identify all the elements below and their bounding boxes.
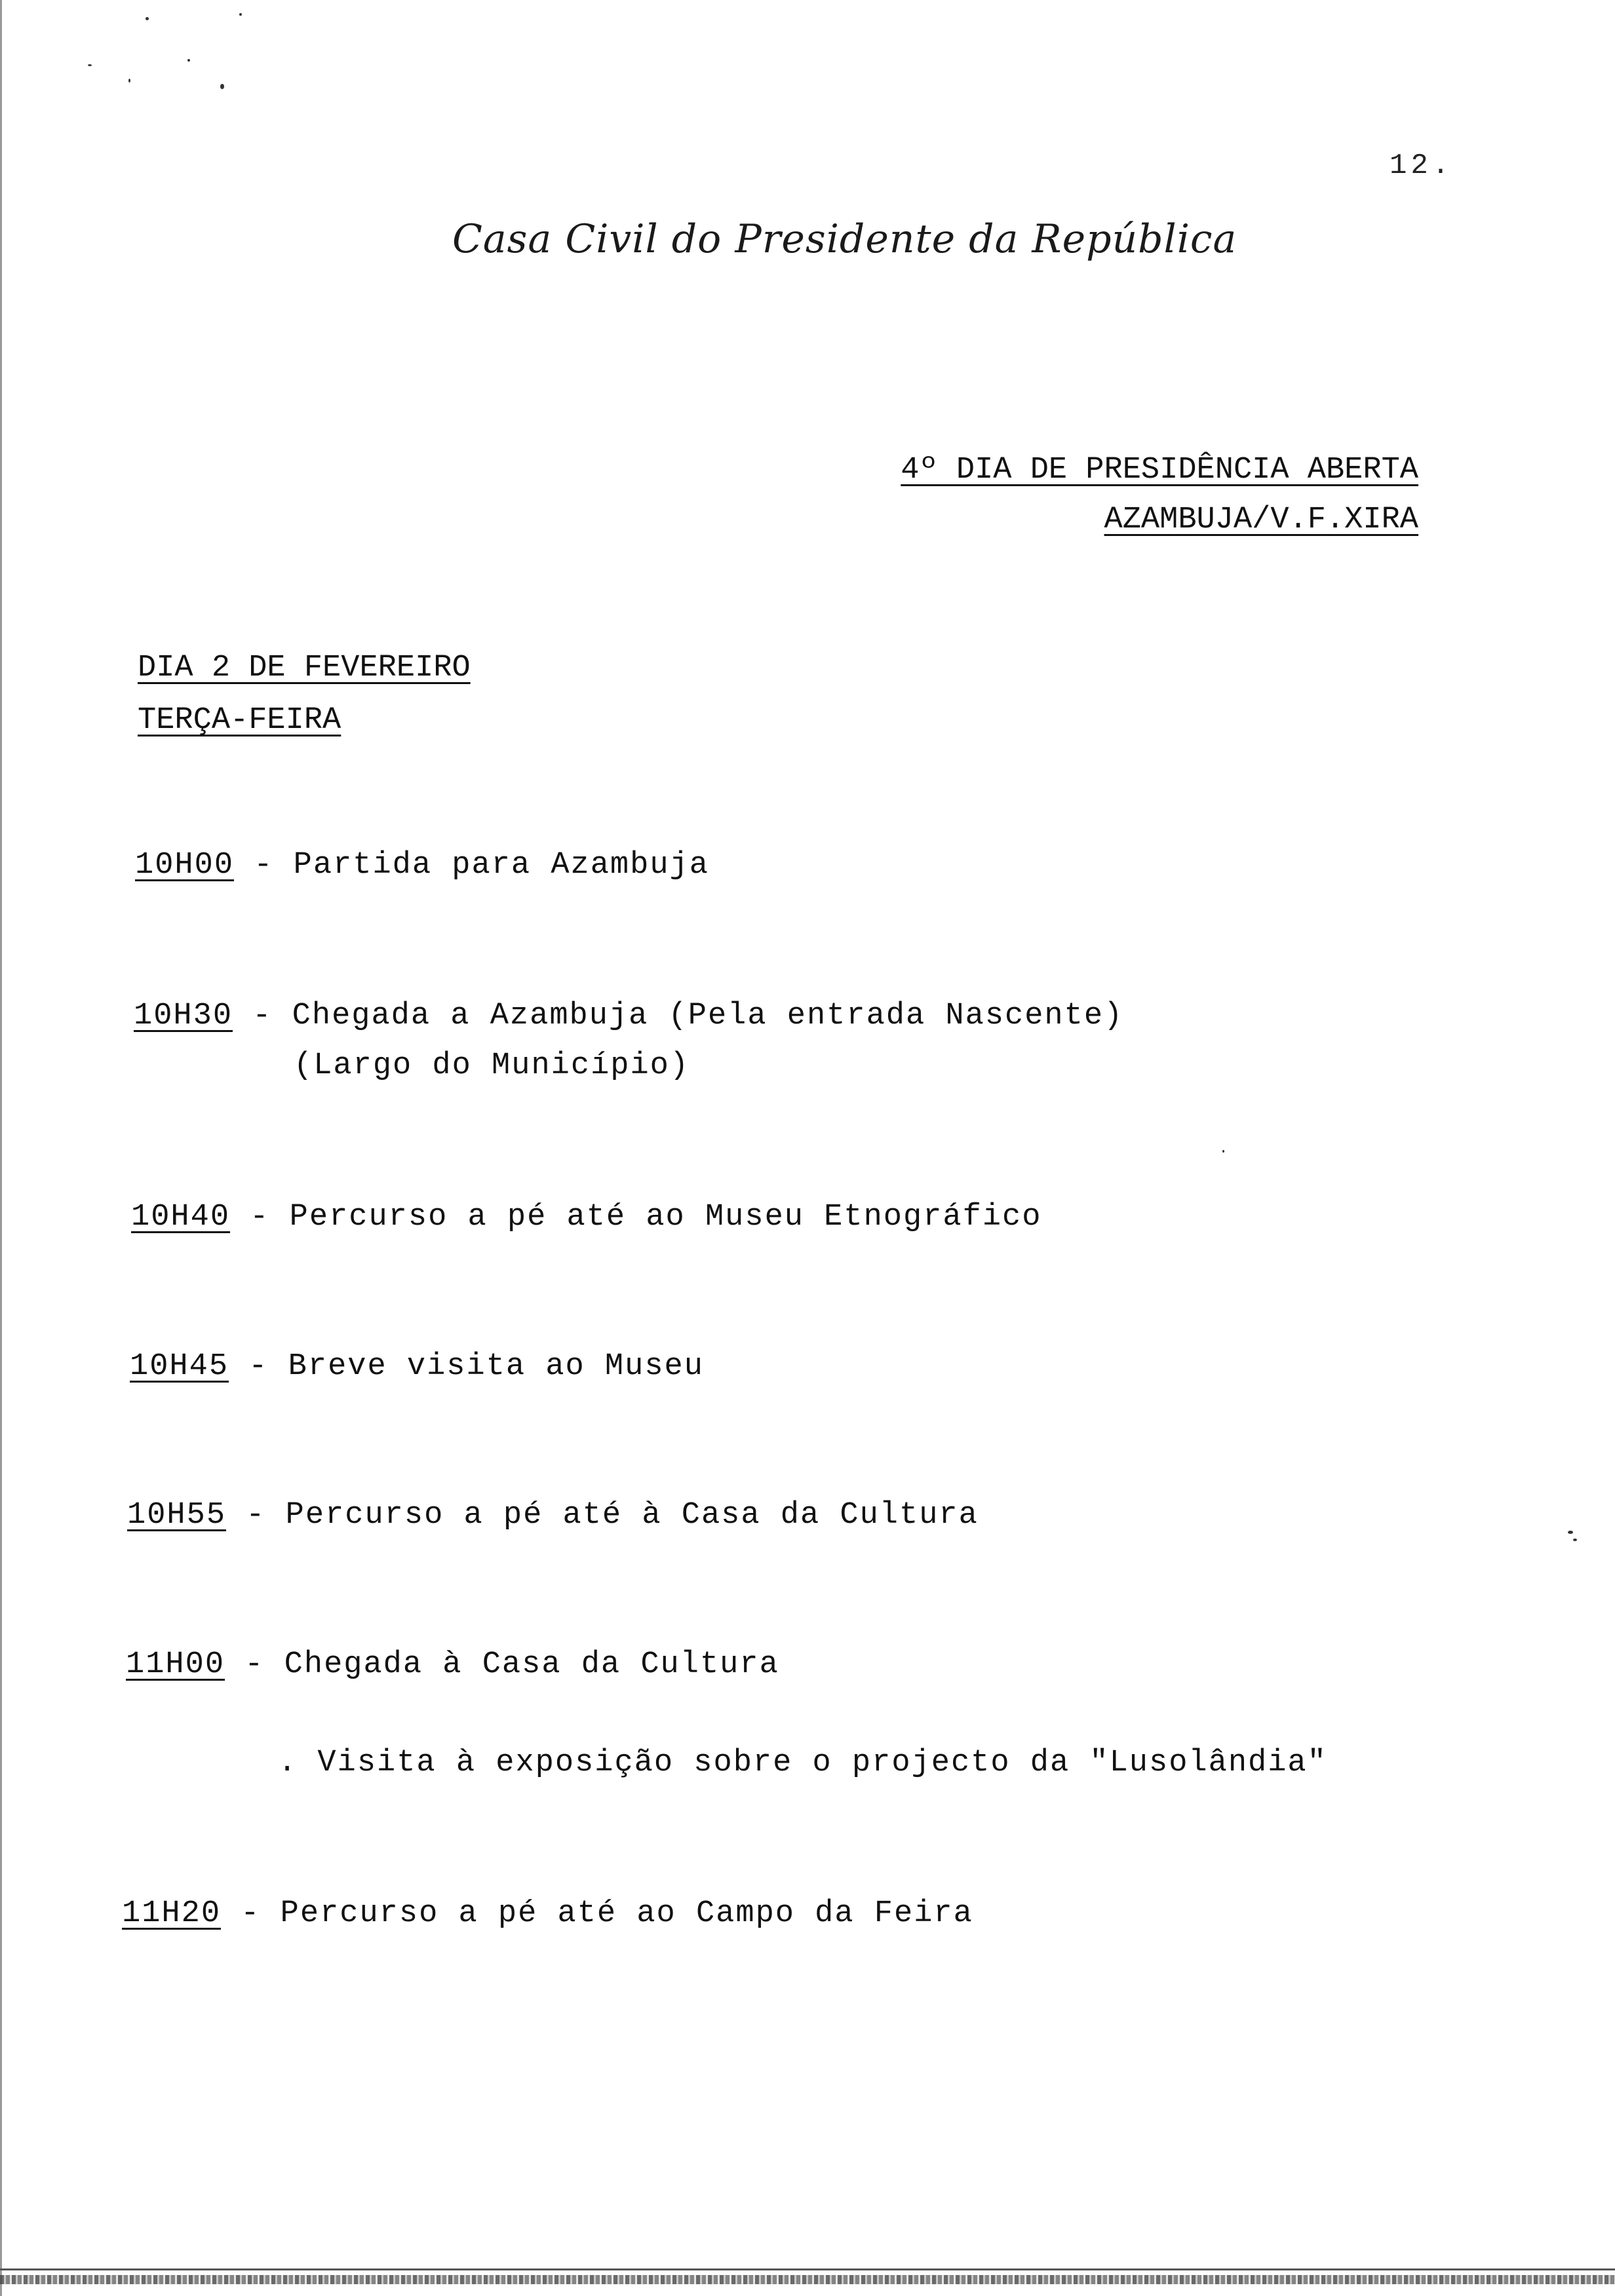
entry-time: 11H20	[122, 1896, 222, 1931]
scan-left-edge	[0, 0, 2, 2296]
schedule-entry: 10H30 - Chegada a Azambuja (Pela entrada Nascente) (Largo do Município)	[134, 991, 1123, 1091]
entry-time: 11H00	[126, 1647, 225, 1682]
entry-time: 10H55	[127, 1498, 227, 1533]
header-line-1: 4º DIA DE PRESIDÊNCIA ABERTA	[901, 453, 1418, 488]
header-line-2: AZAMBUJA/V.F.XIRA	[1104, 503, 1418, 537]
day-date: DIA 2 DE FEVEREIRO	[138, 651, 471, 685]
entry-text: Chegada à Casa da Cultura	[284, 1647, 779, 1682]
entry-text: Breve visita ao Museu	[288, 1349, 704, 1384]
schedule-entry: 10H55 - Percurso a pé até à Casa da Cultura	[127, 1498, 979, 1533]
letterhead-title: Casa Civil do Presidente da República	[452, 216, 1237, 262]
entry-time: 10H40	[131, 1200, 231, 1234]
scan-bottom-noise	[0, 2275, 1615, 2284]
entry-text: Chegada a Azambuja (Pela entrada Nascente)	[292, 999, 1124, 1033]
schedule-entry: 10H40 - Percurso a pé até ao Museu Etnográfico	[131, 1200, 1042, 1234]
schedule-entry: 10H00 - Partida para Azambuja	[135, 848, 709, 883]
entry-time: 10H30	[134, 999, 233, 1033]
page-number: 12.	[1390, 149, 1454, 182]
entry-text: Partida para Azambuja	[293, 848, 709, 883]
day-weekday: TERÇA-FEIRA	[138, 703, 341, 738]
entry-text: Percurso a pé até à Casa da Cultura	[285, 1498, 979, 1533]
entry-subtext: (Largo do Município)	[294, 1048, 690, 1083]
document-header	[901, 446, 1418, 545]
schedule-entry: 10H45 - Breve visita ao Museu	[130, 1349, 704, 1384]
entry-text: Percurso a pé até ao Campo da Feira	[280, 1896, 973, 1931]
entry-time: 10H00	[135, 848, 235, 883]
schedule-entry: 11H20 - Percurso a pé até ao Campo da Feira	[122, 1896, 973, 1931]
schedule-entry: 11H00 - Chegada à Casa da Cultura . Visita à exposição sobre o projecto da "Lusolândia"	[126, 1639, 1327, 1789]
day-heading	[138, 642, 471, 747]
entry-time: 10H45	[130, 1349, 229, 1384]
entry-bullet: . Visita à exposição sobre o projecto da "Lusolândia"	[278, 1746, 1327, 1780]
scan-bottom-line	[0, 2268, 1615, 2270]
entry-text: Percurso a pé até ao Museu Etnográfico	[289, 1200, 1042, 1234]
